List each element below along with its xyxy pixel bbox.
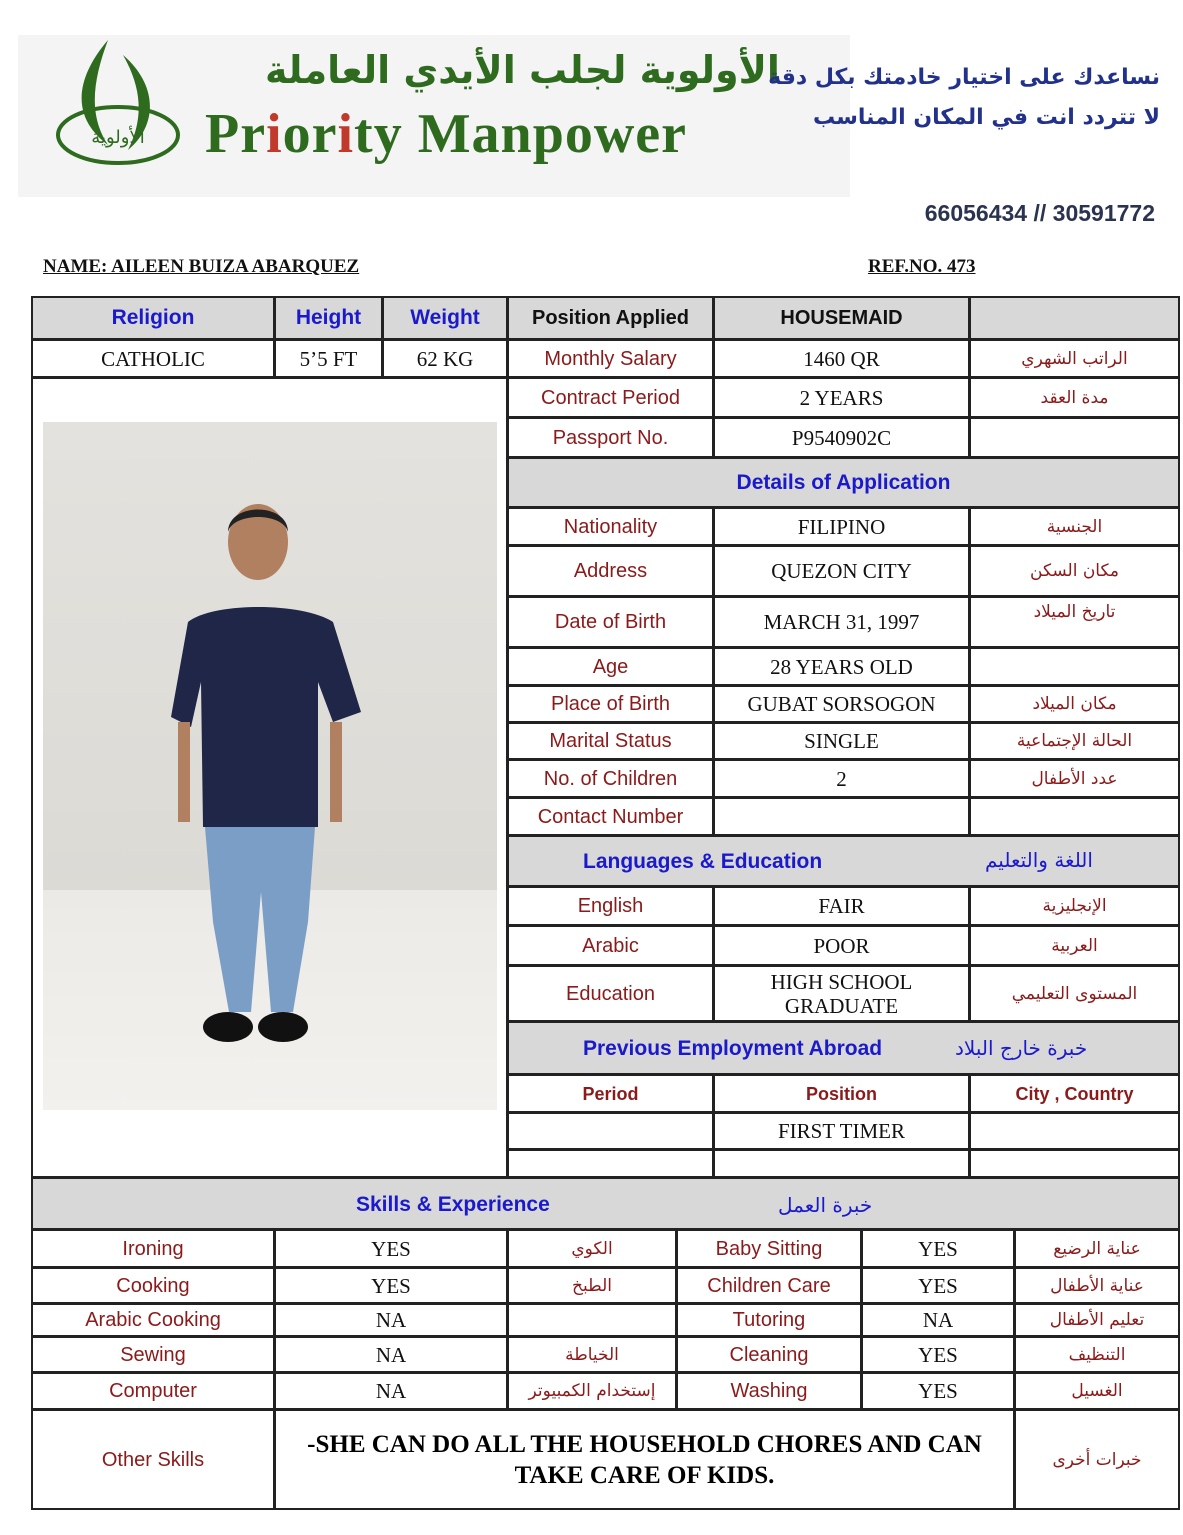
education-label: Education	[507, 965, 714, 1022]
nationality-value: FILIPINO	[713, 507, 970, 546]
pob-label: Place of Birth	[507, 685, 714, 723]
candidate-name: NAME: AILEEN BUIZA ABARQUEZ	[43, 256, 360, 277]
religion-value: CATHOLIC	[31, 339, 275, 378]
dob-value: MARCH 31, 1997	[713, 596, 970, 648]
english-value: FAIR	[713, 886, 970, 926]
pob-arabic: مكان الميلاد	[969, 685, 1180, 723]
section-languages-title: Languages & Education	[583, 850, 823, 873]
section-previous-arabic: خبرة خارج البلاد	[955, 1036, 1088, 1060]
contract-value: 2 YEARS	[713, 377, 970, 418]
logo-part: ty Manpower	[354, 103, 687, 165]
logo-part: i	[266, 103, 283, 165]
contact-arabic	[969, 797, 1180, 836]
age-label: Age	[507, 647, 714, 686]
arabic-value: POOR	[713, 925, 970, 966]
employment-cell	[507, 1112, 714, 1150]
education-arabic: المستوى التعليمي	[969, 965, 1180, 1022]
skill-label: Children Care	[676, 1267, 862, 1304]
skill-value: YES	[861, 1267, 1015, 1304]
other-skills-arabic: خبرات أخرى	[1014, 1409, 1180, 1510]
religion-header: Religion	[31, 296, 275, 340]
section-previous-title: Previous Employment Abroad	[583, 1037, 883, 1060]
position-value: HOUSEMAID	[713, 296, 970, 340]
height-value: 5’5 FT	[274, 339, 383, 378]
skill-label: Cleaning	[676, 1336, 862, 1373]
marital-arabic: الحالة الإجتماعية	[969, 722, 1180, 760]
age-value: 28 YEARS OLD	[713, 647, 970, 686]
skill-ar: عناية الأطفال	[1014, 1267, 1180, 1304]
children-label: No. of Children	[507, 759, 714, 798]
skill-value: YES	[274, 1267, 508, 1304]
salary-arabic: الراتب الشهري	[969, 339, 1180, 378]
logo-emblem-icon	[48, 35, 188, 195]
arabic-arabic: العربية	[969, 925, 1180, 966]
skill-ar: عناية الرضيع	[1014, 1229, 1180, 1268]
marital-value: SINGLE	[713, 722, 970, 760]
slogan	[768, 58, 1160, 138]
employment-cell	[969, 1149, 1180, 1178]
education-value: HIGH SCHOOL GRADUATE	[713, 965, 970, 1022]
section-skills-arabic: خبرة العمل	[778, 1193, 873, 1217]
skill-label: Cooking	[31, 1267, 275, 1304]
nationality-label: Nationality	[507, 507, 714, 546]
height-header: Height	[274, 296, 383, 340]
skill-label: Washing	[676, 1372, 862, 1410]
skill-value: NA	[274, 1336, 508, 1373]
salary-label: Monthly Salary	[507, 339, 714, 378]
employment-header: City , Country	[969, 1074, 1180, 1113]
employment-cell	[507, 1149, 714, 1178]
skill-value: YES	[861, 1372, 1015, 1410]
section-skills	[31, 1177, 1180, 1230]
employment-header: Position	[713, 1074, 970, 1113]
skill-ar: الخياطة	[507, 1336, 677, 1373]
weight-header: Weight	[382, 296, 508, 340]
marital-label: Marital Status	[507, 722, 714, 760]
logo-part: i	[337, 103, 355, 165]
address-value: QUEZON CITY	[713, 545, 970, 597]
employment-cell	[969, 1112, 1180, 1150]
skill-label: Computer	[31, 1372, 275, 1410]
passport-value: P9540902C	[713, 417, 970, 458]
skill-ar: الغسيل	[1014, 1372, 1180, 1410]
skill-value: NA	[274, 1372, 508, 1410]
section-languages-arabic: اللغة والتعليم	[985, 848, 1093, 872]
logo-arabic-name: الأولوية لجلب الأيدي العاملة	[265, 48, 780, 92]
logo-emblem-text: الأولوية	[91, 127, 145, 148]
employment-cell	[713, 1149, 970, 1178]
address-label: Address	[507, 545, 714, 597]
skill-label: Ironing	[31, 1229, 275, 1268]
skill-ar: الطبخ	[507, 1267, 677, 1304]
english-label: English	[507, 886, 714, 926]
skill-ar: الكوي	[507, 1229, 677, 1268]
position-blank	[969, 296, 1180, 340]
dob-label: Date of Birth	[507, 596, 714, 648]
skill-ar	[507, 1303, 677, 1337]
skill-label: Arabic Cooking	[31, 1303, 275, 1337]
reference-number: REF.NO. 473	[868, 256, 976, 277]
weight-value: 62 KG	[382, 339, 508, 378]
skill-value: YES	[274, 1229, 508, 1268]
skill-label: Sewing	[31, 1336, 275, 1373]
skill-ar: التنظيف	[1014, 1336, 1180, 1373]
other-skills-label: Other Skills	[31, 1409, 275, 1510]
section-skills-title: Skills & Experience	[356, 1193, 550, 1216]
section-details: Details of Application	[507, 457, 1180, 508]
passport-label: Passport No.	[507, 417, 714, 458]
passport-arabic	[969, 417, 1180, 458]
phone-numbers: 66056434 // 30591772	[924, 200, 1155, 226]
contact-value	[713, 797, 970, 836]
position-label: Position Applied	[507, 296, 714, 340]
contact-label: Contact Number	[507, 797, 714, 836]
skill-value: YES	[861, 1229, 1015, 1268]
employment-header: Period	[507, 1074, 714, 1113]
arabic-label: Arabic	[507, 925, 714, 966]
pob-value: GUBAT SORSOGON	[713, 685, 970, 723]
children-arabic: عدد الأطفال	[969, 759, 1180, 798]
candidate-photo	[43, 422, 497, 1110]
skill-label: Baby Sitting	[676, 1229, 862, 1268]
contract-arabic: مدة العقد	[969, 377, 1180, 418]
salary-value: 1460 QR	[713, 339, 970, 378]
skill-value: NA	[274, 1303, 508, 1337]
skill-label: Tutoring	[676, 1303, 862, 1337]
address-arabic: مكان السكن	[969, 545, 1180, 597]
nationality-arabic: الجنسية	[969, 507, 1180, 546]
slogan-line: لا تتردد انت في المكان المناسب	[812, 105, 1160, 130]
employment-cell: FIRST TIMER	[713, 1112, 970, 1150]
english-arabic: الإنجليزية	[969, 886, 1180, 926]
age-arabic	[969, 647, 1180, 686]
children-value: 2	[713, 759, 970, 798]
skill-value: YES	[861, 1336, 1015, 1373]
logo-part: or	[282, 103, 338, 165]
other-skills-value: -SHE CAN DO ALL THE HOUSEHOLD CHORES AND CAN TAKE CARE OF KIDS.	[274, 1409, 1015, 1510]
skill-ar: تعليم الأطفال	[1014, 1303, 1180, 1337]
slogan-line: نساعدك على اختيار خادمتك بكل دقة	[768, 65, 1160, 90]
logo-english-name	[205, 102, 687, 166]
contract-label: Contract Period	[507, 377, 714, 418]
dob-arabic: تاريخ الميلاد	[969, 596, 1180, 648]
logo-part: Pr	[205, 103, 267, 165]
skill-value: NA	[861, 1303, 1015, 1337]
skill-ar: إستخدام الكمبيوتر	[507, 1372, 677, 1410]
